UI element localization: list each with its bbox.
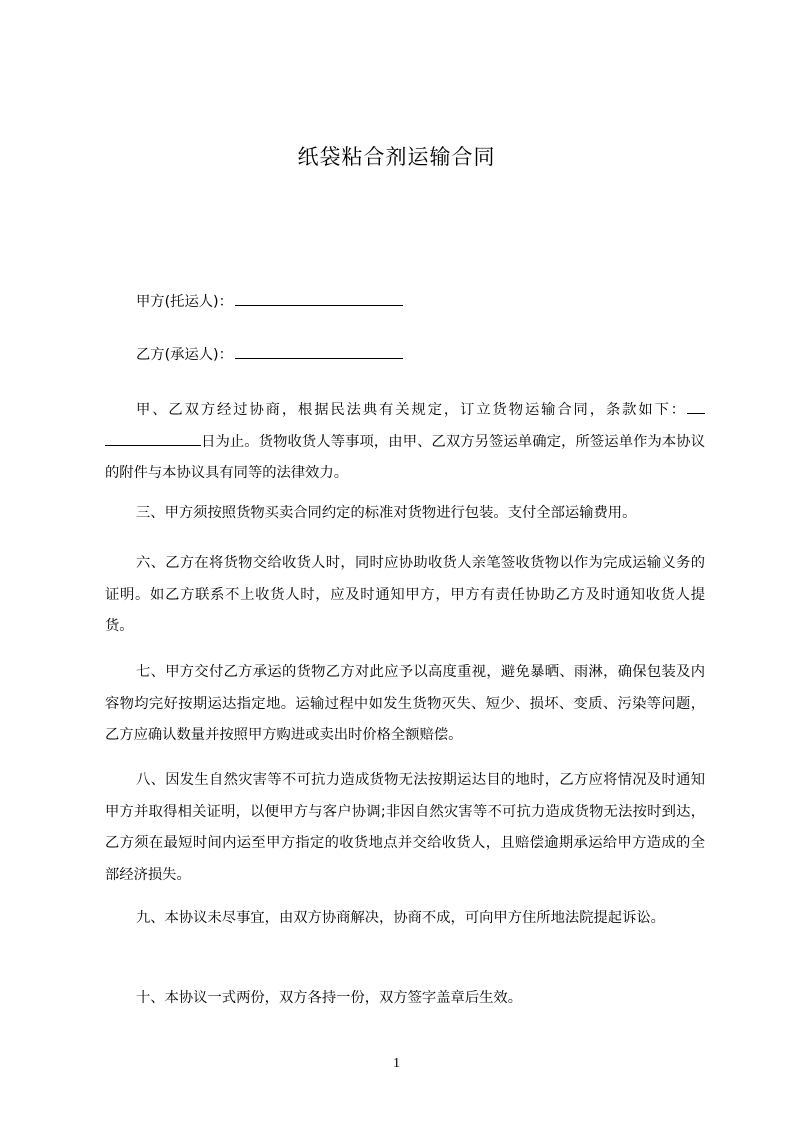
clause-10: 十、本协议一式两份，双方各持一份，双方签字盖章后生效。 (136, 990, 523, 1006)
intro-blank-2 (105, 431, 201, 446)
document-title: 纸袋粘合剂运输合同 (297, 145, 496, 169)
clause-8: 八、因发生自然灾害等不可抗力造成货物无法按期运达目的地时，乙方应将情况及时通知甲方并取得相关证明，以便甲方与客户协调;非因自然灾害等不可抗力造成货物无法按时到达，乙方须在最短时间内运至甲方指定的收货地点并交给收货人，且赔偿逾期承运给甲方造成的全部经济损失。 (105, 772, 705, 883)
intro-text-part1: 甲、乙双方经过协商，根据民法典有关规定，订立货物运输合同，条款如下： (136, 402, 687, 418)
party-a-line (136, 291, 403, 312)
intro-text-part2: 日为止。货物收货人等事项，由甲、乙双方另签运单确定，所签运单作为本协议的附件与本协议具有同等的法律效力。 (105, 433, 705, 481)
party-a-blank (235, 291, 403, 306)
party-b-label: 乙方(承运人)： (136, 347, 233, 363)
intro-paragraph (105, 395, 705, 490)
clause-6: 六、乙方在将货物交给收货人时，同时应协助收货人亲笔签收货物以作为完成运输义务的证明。如乙方联系不上收货人时，应及时通知甲方，甲方有责任协助乙方及时通知收货人提货。 (105, 555, 705, 634)
intro-blank-1 (687, 399, 705, 414)
clause-3: 三、甲方须按照货物买卖合同约定的标准对货物进行包装。支付全部运输费用。 (136, 505, 637, 521)
clause-7: 七、甲方交付乙方承运的货物乙方对此应予以高度重视，避免暴晒、雨淋，确保包装及内容物均完好按期运达指定地。运输过程中如发生货物灭失、短少、损坏、变质、污染等问题，乙方应确认数量并按照甲方购进或卖出时价格全额赔偿。 (105, 664, 705, 743)
clause-9: 九、本协议未尽事宜，由双方协商解决，协商不成，可向甲方住所地法院提起诉讼。 (136, 910, 665, 926)
party-b-blank (235, 344, 403, 359)
page-number: 1 (393, 1056, 400, 1071)
party-a-label: 甲方(托运人)： (136, 294, 233, 310)
party-b-line (136, 344, 403, 365)
